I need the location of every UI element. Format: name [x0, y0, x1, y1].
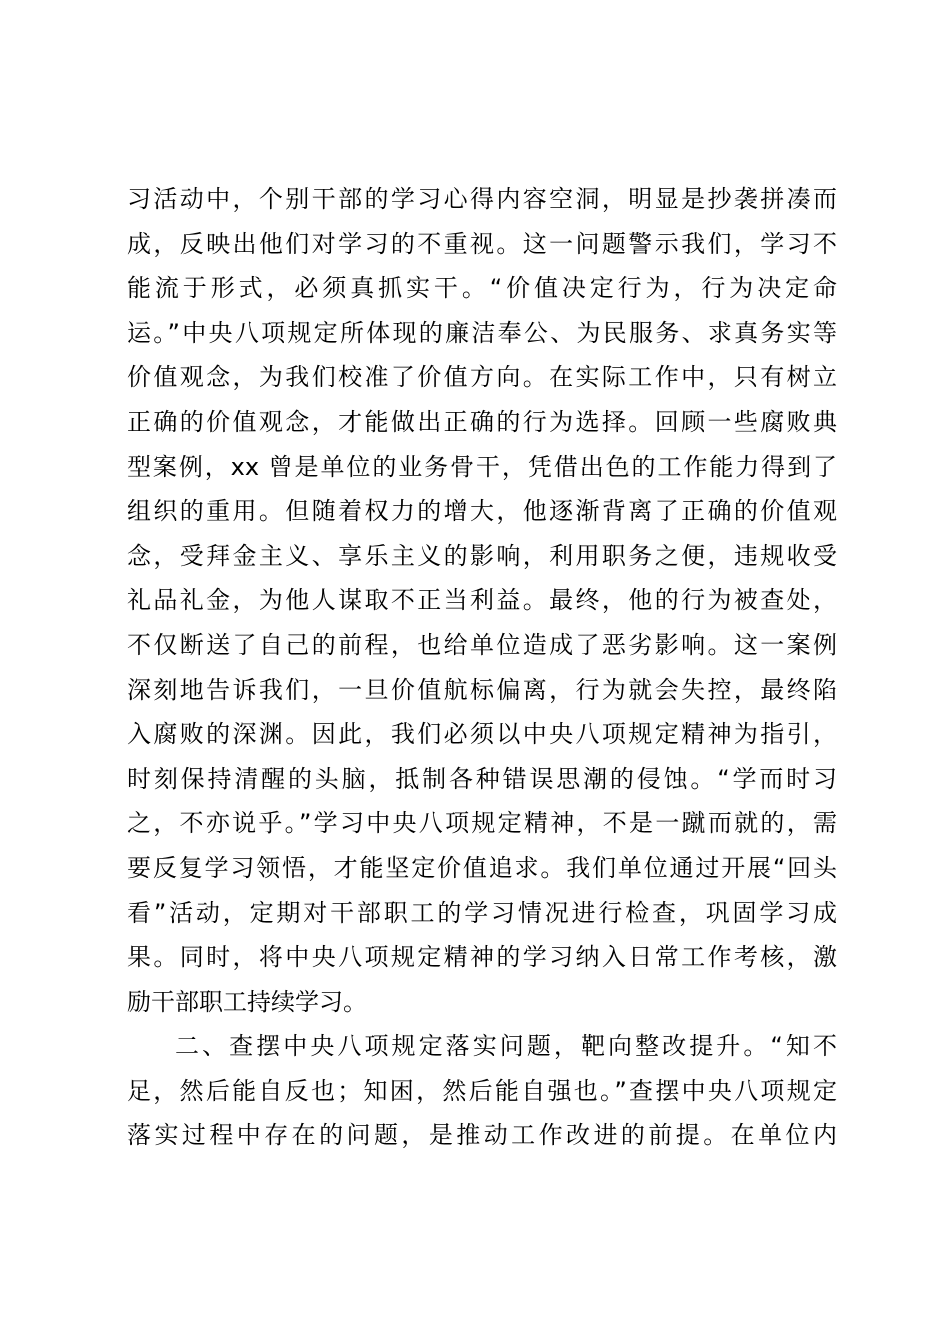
text-line: 不仅断送了自己的前程，也给单位造成了恶劣影响。这一案例: [127, 630, 837, 659]
text-line: 价值观念，为我们校准了价值方向。在实际工作中，只有树立: [127, 363, 837, 392]
body-text: [127, 177, 837, 1158]
text-line: 看”活动，定期对干部职工的学习情况进行检查，巩固学习成: [127, 898, 837, 927]
text-line: 要反复学习领悟，才能坚定价值追求。我们单位通过开展“回头: [127, 853, 837, 882]
text-line: 念，受拜金主义、享乐主义的影响，利用职务之便，违规收受: [127, 541, 837, 570]
text-line: 正确的价值观念，才能做出正确的行为选择。回顾一些腐败典: [127, 407, 837, 436]
text-line: 运。”中央八项规定所体现的廉洁奉公、为民服务、求真务实等: [127, 318, 837, 347]
text-line: 成，反映出他们对学习的不重视。这一问题警示我们，学习不: [127, 229, 837, 258]
text-line: 组织的重用。但随着权力的增大，他逐渐背离了正确的价值观: [127, 497, 837, 526]
paragraph-1: [127, 177, 837, 1024]
section-heading-line: 二、查摆中央八项规定落实问题，靶向整改提升。“知不: [175, 1032, 837, 1061]
text-line: 礼品礼金，为他人谋取不正当利益。最终，他的行为被查处，: [127, 586, 837, 615]
text-line: 能流于形式，必须真抓实干。“价值决定行为，行为决定命: [127, 274, 837, 303]
text-line: 深刻地告诉我们，一旦价值航标偏离，行为就会失控，最终陷: [127, 675, 837, 704]
text-line-last: 励干部职工持续学习。: [127, 987, 367, 1016]
text-line: 时刻保持清醒的头脑，抵制各种错误思潮的侵蚀。“学而时习: [127, 764, 837, 793]
text-line: 之，不亦说乎。”学习中央八项规定精神，不是一蹴而就的，需: [127, 809, 837, 838]
text-line: 型案例，xx 曾是单位的业务骨干，凭借出色的工作能力得到了: [127, 452, 837, 481]
text-line: 入腐败的深渊。因此，我们必须以中央八项规定精神为指引，: [127, 720, 837, 749]
text-line: 落实过程中存在的问题，是推动工作改进的前提。在单位内: [127, 1121, 837, 1150]
text-line: 习活动中，个别干部的学习心得内容空洞，明显是抄袭拼凑而: [127, 185, 837, 213]
text-line: 足，然后能自反也；知困，然后能自强也。”查摆中央八项规定: [127, 1076, 837, 1105]
paragraph-2: [127, 1024, 837, 1158]
text-line: 果。同时，将中央八项规定精神的学习纳入日常工作考核，激: [127, 943, 837, 972]
